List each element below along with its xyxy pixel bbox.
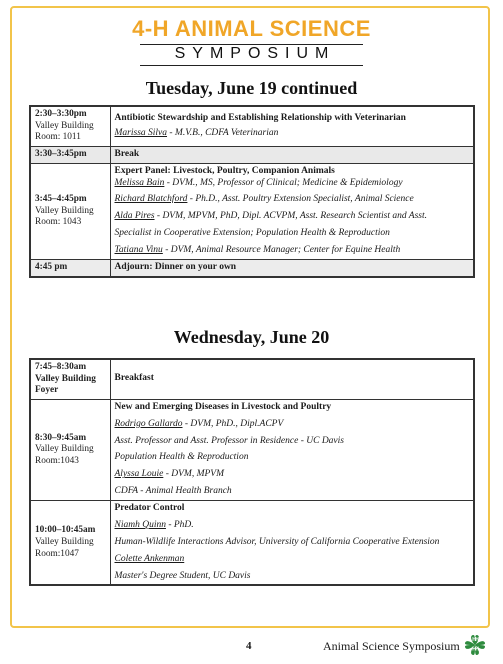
speaker-line [115,245,470,257]
speaker-line [115,211,470,223]
location-line: Room:1043 [35,455,79,466]
schedule-row [30,259,474,276]
day-heading-wednesday: Wednesday, June 20 [173,327,330,347]
svg-text:H: H [475,646,479,653]
time-cell [30,106,110,146]
speaker-line [115,452,470,464]
speaker-name: Niamh Quinn [114,519,166,530]
speaker-role: - DVM., MS, Professor of Clinical; Medicine & Epidemiology [164,177,403,188]
speaker-role: - DVM, Animal Resource Manager; Center for Equine Health [162,245,401,256]
session-title: Break [114,148,140,159]
speaker-line [115,571,470,583]
footer-title: Animal Science Symposium [323,639,460,653]
speaker-role: - DVM, MPVM [163,469,225,480]
svg-text:H: H [475,637,479,643]
speaker-role: Human-Wildlife Interactions Advisor, University of California Cooperative Extension [114,536,440,547]
session-title: Expert Panel: Livestock, Poultry, Companion Animals [114,165,335,176]
session-cell [110,501,474,586]
speaker-name: Melissa Bain [114,177,165,188]
session-cell [110,399,474,500]
time-label: 10:00–10:45am [35,525,96,536]
time-cell [30,399,110,500]
speaker-role: Asst. Professor and Asst. Professor in Residence - UC Davis [114,435,344,446]
page-number: 4 [246,640,252,652]
time-cell [30,259,110,276]
location-line: Valley Building [35,536,94,547]
speaker-role: Specialist in Cooperative Extension; Population Health & Reproduction [114,228,390,239]
speaker-role: CDFA - Animal Health Branch [114,486,232,497]
speaker-name: Alyssa Louie [114,469,164,480]
schedule-row [30,399,474,500]
speaker-role: - DVM, MPVM, PhD, Dipl. ACVPM, Asst. Research Scientist and Asst. [154,211,428,222]
time-cell [30,359,110,399]
time-label: 7:45–8:30am [35,362,87,372]
session-title: Breakfast [114,373,154,384]
svg-text:H: H [472,646,476,653]
speaker-role: Population Health & Reproduction [114,452,249,463]
schedule-table-tuesday [29,105,475,278]
session-title: Antibiotic Stewardship and Establishing Relationship with Veterinarian [114,113,406,123]
location-line: Valley Building [35,205,94,216]
speaker-line [115,554,470,566]
location-line: Foyer [35,385,59,396]
time-label: 4:45 pm [35,261,68,272]
speaker-name: Marissa Silva [114,127,168,138]
speaker-role: - Ph.D., Asst. Poultry Extension Specialist, Animal Science [187,194,414,205]
schedule-row [30,359,474,399]
speaker-line [115,178,470,190]
symposium-subtitle: SYMPOSIUM [174,45,336,62]
speaker-line [115,520,470,532]
time-label: 3:45–4:45pm [35,193,87,204]
schedule-row [30,146,474,163]
speaker-line [115,194,470,206]
speaker-role: - M.V.B., CDFA Veterinarian [167,127,279,138]
location-line: Room:1047 [35,548,79,559]
time-cell [30,501,110,586]
header-rule-bottom [140,65,363,66]
time-label: 3:30–3:45pm [35,148,87,159]
location-line: Valley Building [35,444,94,455]
speaker-name: Colette Ankenman [114,553,185,564]
session-cell [110,163,474,259]
location-line: Valley Building [35,373,96,384]
speaker-name: Rodrigo Gallardo [114,418,183,429]
time-label: 2:30–3:30pm [35,109,87,119]
time-cell [30,163,110,259]
speaker-line [115,419,470,431]
session-title: New and Emerging Diseases in Livestock and Poultry [114,401,332,412]
session-cell [110,259,474,276]
svg-text:H: H [472,637,476,643]
session-title: Predator Control [114,503,185,514]
speaker-line [115,486,470,498]
session-cell [110,359,474,399]
session-cell [110,106,474,146]
speaker-name: Tatiana Vinu [114,245,163,256]
speaker-line [115,128,470,140]
day-heading-tuesday: Tuesday, June 19 continued [145,78,358,98]
location-line: Room: 1043 [35,217,82,228]
speaker-role: - PhD. [165,519,194,530]
speaker-name: Richard Blatchford [114,194,188,205]
session-cell [110,146,474,163]
location-line: Valley Building [35,120,94,131]
schedule-row [30,501,474,586]
speaker-line [115,469,470,481]
session-title: Adjourn: Dinner on your own [114,261,237,272]
speaker-role: Master's Degree Student, UC Davis [114,570,251,581]
4h-clover-icon [463,633,487,657]
speaker-role: - DVM, PhD., Dipl.ACPV [182,418,284,429]
time-cell [30,146,110,163]
speaker-line [115,537,470,549]
location-line: Room: 1011 [35,132,81,143]
symposium-title: 4-H ANIMAL SCIENCE [132,16,371,41]
schedule-row [30,163,474,259]
schedule-table-wednesday [29,358,475,586]
schedule-row [30,106,474,146]
speaker-line [115,228,470,240]
time-label: 8:30–9:45am [35,432,87,443]
speaker-name: Alda Pires [114,211,155,222]
speaker-line [115,436,470,448]
